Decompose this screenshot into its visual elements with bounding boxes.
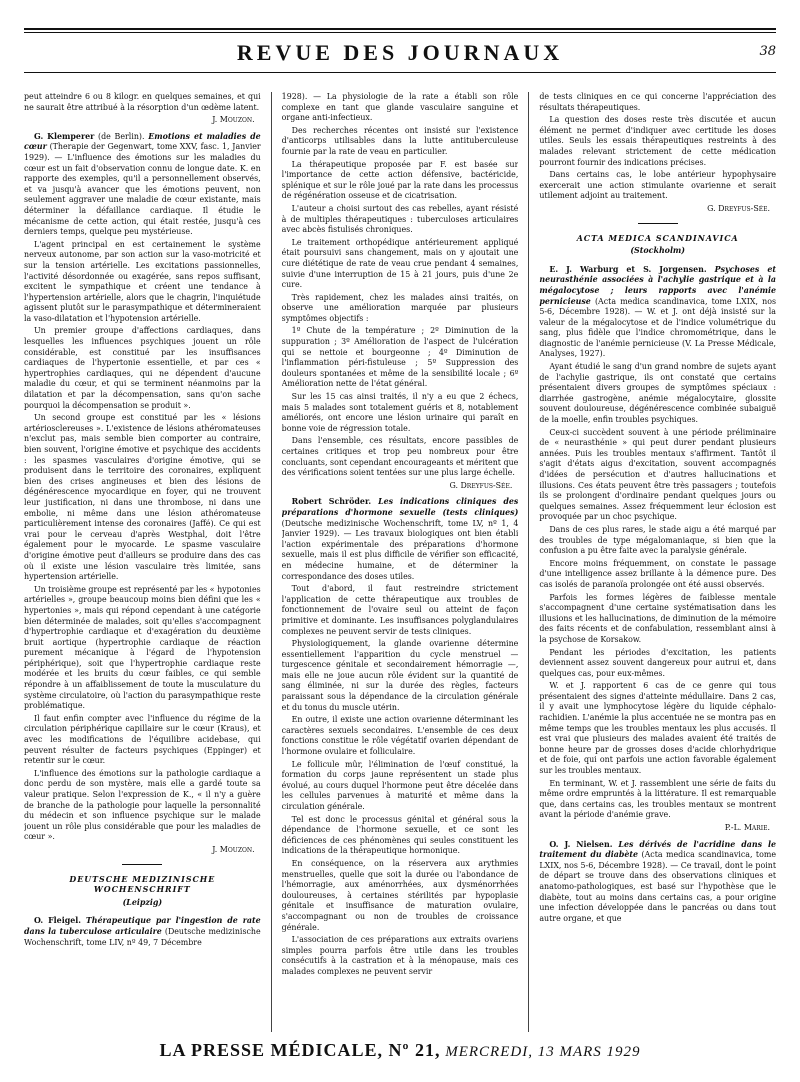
article-title: Les indications cliniques des préparations d'hormone sexuelle (tests cliniques)	[281, 497, 519, 517]
paragraph: Le traitement orthopédique antérieurement appliqué était poursuivi sans changement, mais on y ajoutait une cure diététique de rate de veau crue pendant 4 semaines, suivie d'une interruption de 15 à 21 jours, puis d'une 2e cure.	[281, 237, 519, 290]
header-rule	[24, 28, 776, 30]
article-lead	[539, 840, 776, 925]
paragraph: peut atteindre 6 ou 8 kilogr. en quelques semaines, et qui ne saurait être attribué à la résorption d'un œdème latent.	[24, 92, 261, 112]
paragraph: Des recherches récentes ont insisté sur l'existence d'anticorps utilisables dans la lutte antituberculeuse fournie par la rate de veau en particulier.	[281, 125, 519, 156]
signature: G. Dreyfus-Sée.	[707, 203, 771, 213]
paragraph: de tests cliniques en ce qui concerne l'appréciation des résultats thérapeutiques.	[539, 92, 777, 112]
paragraph: Encore moins fréquemment, on constate le passage d'une intelligence assez brillante à la démence pure. Des cas isolés de paranoïa prolongée ont été aussi observés.	[539, 558, 777, 589]
paragraph: Pendant les périodes d'excitation, les patients deviennent assez souvent dangereux pour autrui et, dans quelques cas, pour eux-mêmes.	[539, 647, 777, 678]
paragraph: Ceux-ci succèdent souvent à une période préliminaire de « neurasthénie » qui peut durer pendant plusieurs années. Puis les troubles mentaux s'affirment. Tantôt il s'agit d'états aigus d'excitation, souvent accompagnés d'idées de persécution et d'autres hallucinations et illusions. Ces états peuvent être très passagers ; toutefois ils se prolongent d'ordinaire pendant quelques jours ou quelques semaines. Assez fréquemment leur éclosion est provoquée par un choc psychique.	[539, 427, 777, 522]
journal-section-title: DEUTSCHE MEDIZINISCHE WOCHENSCHRIFT	[69, 874, 216, 895]
article-author: O. J. Nielsen.	[549, 839, 613, 849]
article-reference: (Deutsche medizinische Wochenschrift, tome LIV, nº 49, 7 Décembre	[24, 926, 261, 947]
article-reference: (Acta medica scandinavica, tome LXIX, nos 5-6, Décembre 1928). — Ce travail, dont le point de départ se trouve dans des observations cliniques et anatomo-pathologiques, est basé sur l'hypothèse que le diabète, tout au moins dans certains cas, a pour origine une infection développée dans le pancréas ou dans tout autre organe, et que	[539, 850, 777, 923]
paragraph: En outre, il existe une action ovarienne déterminant les caractères sexuels secondaires. L'ensemble de ces deux fonctions constitue le rôle végétatif ovarien dépendant de l'hormone ovulaire et folliculaire.	[281, 715, 519, 757]
article-lead	[24, 916, 261, 948]
section-divider	[122, 864, 162, 865]
paragraph: Sur les 15 cas ainsi traités, il n'y a eu que 2 échecs, mais 5 malades sont totalement guéris et 8, notablement améliorés, ont encore une lésion urinaire qui paraît en bonne voie de régression totale.	[281, 392, 519, 433]
article-title: Les dérivés de l'acridine dans le traitement du diabète	[539, 839, 777, 860]
issue-date: MERCREDI, 13 MARS 1929	[440, 1044, 641, 1060]
paragraph: 1º Chute de la température ; 2º Diminution de la suppuration ; 3º Amélioration de l'aspect de l'ulcération qui se nettoie et bourgeonne ; 4º Diminution de l'inflammation péri-fistuleuse ; 5º Suppression des douleurs spontanées et même de la sensibilité locale ; 6º Amélioration nette de l'état général.	[281, 326, 519, 389]
page-number: 38	[759, 44, 776, 59]
paragraph: Parfois les formes légères de faiblesse mentale s'accompagnent d'une certaine systématisation dans les illusions et les hallucinations, de diminution de la mémoire des faits récents et de confabulation, ressemblant ainsi à la psychose de Korsakow.	[539, 592, 777, 644]
paragraph: Un premier groupe d'affections cardiaques, dans lesquelles les influences psychiques jouent un rôle considérable, est constitué par les insuffisances cardiaques de l'hypertonie essentielle, et par ces « hypertrophies cardiaques, qui ne dépendent d'aucune maladie du cœur, et qui se terminent néanmoins par la dilatation et par la décompensation, sans qu'on sache pourquoi la décompensation se produit ».	[24, 326, 261, 410]
paragraph: Tout d'abord, il faut restreindre strictement l'application de cette thérapeutique aux troubles de fonctionnement de l'ovaire seul ou atteint de façon primitive et dominante. Les insuffisances polyglandulaires complexes ne peuvent servir de tests cliniques.	[281, 584, 519, 636]
column-rule	[528, 92, 529, 1032]
article-title: Thérapeutique par l'ingestion de rate dans la tuberculose articulaire	[24, 916, 261, 936]
paragraph: L'agent principal en est certainement le système nerveux autonome, par son action sur la vaso-motricité et sur la tension artérielle. Les excitations passionnelles, l'activité désordonnée ou exagérée, sans repos suffisant, excitent le sympathique et créent une tendance à l'hypertension artérielle, alors que le chagrin, l'inquiétude agissent plutôt sur le parasympathique et détermineraient la vaso-dilatation et l'hypotension artérielle.	[24, 239, 261, 323]
section-divider	[638, 223, 678, 224]
paragraph: La thérapeutique proposée par F. est basée sur l'importance de cette action défensive, bactéricide, splénique et sur le rôle joué par la rate dans les processus de régénération osseuse et de cicatrisation.	[281, 159, 519, 201]
paragraph: Dans l'ensemble, ces résultats, encore passibles de certaines critiques et trop peu nombreux pour être concluants, sont cependant encourageants et méritent que des vérifications soient tentées sur une plus large échelle.	[281, 436, 519, 478]
article-reference: (Deutsche medizinische Wochenschrift, tome LV, nº 1, 4 Janvier 1929). — Les travaux biologiques ont bien établi l'action expérimentale des préparations d'hormone sexuelle, mais il est plus difficile de vérifier son efficacité, en médecine humaine, et de déterminer la correspondance des doses utiles.	[281, 518, 519, 581]
paragraph: La question des doses reste très discutée et aucun élément ne permet d'indiquer avec certitude les doses utiles. Seuls les essais thérapeutiques restreints à des malades relevant strictement de cette médication pourront fournir des indications précises.	[539, 115, 777, 167]
article-title: Emotions et maladies de cœur	[24, 131, 261, 152]
column-1	[24, 92, 261, 1032]
paragraph: Tel est donc le processus génital et général sous la dépendance de l'hormone sexuelle, et ce sont les déficiences de ces phénomènes qui seules constituent les indications de la thérapeutique hormonique.	[281, 814, 519, 856]
article-title: Psychoses et neurasthénie associées à l'achylie gastrique et à la mégalocytose ; leurs rapports avec l'anémie pernicieuse	[539, 264, 777, 306]
signature: G. Dreyfus-Sée.	[449, 480, 513, 490]
article-author: E. J. Warburg et S. Jorgensen.	[549, 264, 707, 274]
column-rule	[271, 92, 272, 1032]
paragraph: En conséquence, on la réservera aux arythmies menstruelles, quelle que soit la durée ou l'abondance de l'hémorragie, aux aménorrhées, aux dysménorrhées douloureuses, à certaines stérilités par hypoplasie génitale et insuffisance de maturation ovulaire, s'accompagnant ou non de troubles de croissance générale.	[281, 858, 519, 932]
paragraph: L'association de ces préparations aux extraits ovariens simples pourra parfois être utile dans les troubles consécutifs à la castration et à la ménopause, mais ces malades complexes ne peuvent servir	[281, 935, 519, 976]
article-author: O. Fleigel.	[34, 916, 81, 926]
journal-section-city: (Leipzig)	[122, 897, 163, 907]
header-rule	[24, 32, 776, 33]
text-columns	[24, 92, 776, 1032]
page-footer	[24, 1040, 776, 1066]
paragraph: Dans certains cas, le lobe antérieur hypophysaire exercerait une action stimulante ovarienne et serait utilement adjoint au traitement.	[539, 170, 777, 201]
paragraph: L'influence des émotions sur la pathologie cardiaque a donc perdu de son mystère, mais elle a gardé toute sa valeur pratique. Selon l'expression de K., « il n'y a guère de branche de la pathologie pour laquelle la personnalité du médecin et son influence psychique sur le malade jouent un rôle plus considérable que pour les maladies de cœur ».	[24, 768, 261, 842]
article-author: G. Klemperer	[34, 131, 95, 141]
header-rule	[24, 72, 776, 73]
journal-section-title: ACTA MEDICA SCANDINAVICA	[576, 233, 739, 243]
paragraph: Dans de ces plus rares, le stade aigu a été marqué par des troubles de type mégalomaniaque, si bien que la confusion a pu être faite avec la paralysie générale.	[539, 524, 777, 556]
column-3	[539, 92, 776, 1032]
paragraph: Physiologiquement, la glande ovarienne détermine essentiellement l'apparition du cycle menstruel — turgescence génitale et secondairement hémorragie —, mais elle ne joue aucun rôle évident sur la quantité de sang éliminée, ni sur la durée des règles, facteurs paraissant sous la dépendance de la circulation générale et du tonus du muscle utérin.	[281, 639, 519, 712]
paragraph: Ayant étudié le sang d'un grand nombre de sujets ayant de l'achylie gastrique, ils ont constaté que certains présentaient divers groupes de symptômes spéciaux : diarrhée gastrogène, anémie mégalocytaire, glossite souvent douloureuse, dégénérescence combinée subaiguë de la moelle, enfin troubles psychiques.	[539, 362, 777, 425]
article-lead	[539, 265, 776, 360]
page-header	[24, 28, 776, 80]
paragraph: L'auteur a choisi surtout des cas rebelles, ayant résisté à de multiples thérapeutiques : tuberculoses articulaires avec abcès fistulisés chroniques.	[281, 203, 519, 235]
column-2	[282, 92, 519, 1032]
journal-name: LA PRESSE MÉDICALE,	[159, 1040, 384, 1060]
paragraph: 1928). — La physiologie de la rate a établi son rôle complexe en tant que glande vasculaire sanguine et organe anti-infectieux.	[281, 92, 519, 123]
signature: P.-L. Marie.	[724, 823, 771, 832]
article-affiliation: (de Berlin).	[94, 131, 149, 141]
article-lead	[24, 132, 261, 238]
running-title: REVUE DES JOURNAUX	[236, 40, 564, 65]
article-author: Robert Schröder.	[291, 497, 372, 507]
paragraph: Un second groupe est constitué par les « lésions artériosclereuses ». L'existence de lésions athéromateuses n'exclut pas, mais semble bien comporter au contraire, bien souvent, l'origine émotive et psychique des accidents : les spasmes vasculaires d'origine émotive, qui se produisent dans le territoire des coronaires, expliquent bien des crises angineuses et bien des lésions de dégénérescence myocardique en foyer, qui ne trouvent leur justification, ni dans une thrombose, ni dans une embolie, ni même dans une lésion athéromateuse particulièrement intense des coronaires (Jaffé). Ce qui est vrai pour le cerveau d'après Westphal, doit l'être également pour le myocarde. Le spasme vasculaire d'origine émotive peut d'ailleurs se produire dans des cas où il existe une lésion vasculaire très limitée, sans hypertension artérielle.	[24, 413, 261, 582]
article-lead	[282, 497, 519, 582]
article-reference: (Therapie der Gegenwart, tome XXV, fasc. 1, Janvier 1929). — L'influence des émotions sur les maladies du cœur est un fait d'observation connu de longue date. K. en rapporte des exemples, qu'il a personnellement observés, et va jusqu'à avancer que les émotions peuvent, non seulement aggraver une maladie de cœur existante, mais déterminer la défaillance cardiaque. Il étudie le mécanisme de cette action, qui était restée, jusqu'à ces derniers temps, quelque peu mystérieuse.	[24, 142, 261, 237]
paragraph: Un troisième groupe est représenté par les « hypotonies artérielles », groupe beaucoup moins bien défini que les « hypertonies », mais qui répond cependant à une catégorie bien déterminée de malades, soit qu'elles s'accompagnent d'hypertrophie cardiaque et d'exagération du deuxième bruit aortique (hypertrophie cardiaque de réaction purement mécanique à l'égard de l'hypotension périphérique), soit que l'hypertrophie cardiaque reste modérée et les bruits du cœur faibles, ce qui semble répondre à un affaiblissement de toute la musculature du système circulatoire, où l'action du parasympathique reste problématique.	[24, 584, 261, 711]
journal-section-city: (Stockholm)	[630, 246, 686, 256]
signature: J. Mouzon.	[212, 844, 255, 854]
paragraph: W. et J. rapportent 6 cas de ce genre qui tous présentaient des signes d'atteinte médullaire. Dans 2 cas, il y avait une lymphocytose légère du liquide céphalo-rachidien. L'anémie la plus accentuée ne se montra pas en même temps que les troubles mentaux les plus accusés. Il est vrai que plusieurs des malades avaient été traités de bonne heure par de grosses doses d'acide chlorhydrique et de foie, qui ont parfois une action favorable également sur les troubles mentaux.	[539, 681, 777, 776]
issue-number: Nº 21,	[383, 1040, 441, 1060]
paragraph: Très rapidement, chez les malades ainsi traités, on observe une amélioration marquée par plusieurs symptômes objectifs :	[281, 292, 519, 323]
paragraph: En terminant, W. et J. rassemblent une série de faits du même ordre empruntés à la littérature. Il est remarquable que, dans certains cas, les troubles mentaux se montrent avant la période d'anémie grave.	[539, 778, 777, 820]
signature: J. Mouzon.	[212, 115, 255, 125]
article-reference: (Acta medica scandinavica, tome LXIX, nos 5-6, Décembre 1928). — W. et J. ont déjà insisté sur la valeur de la mégalocytose et de l'indice volumétrique du sang, plus fidèle que l'indice chromométrique, dans le diagnostic de l'anémie pernicieuse (V. La Presse Médicale, Analyses, 1927).	[539, 296, 777, 359]
paragraph: Le follicule mûr, l'élimination de l'œuf constitué, la formation du corps jaune représentent un stade plus évolué, au cours duquel l'hormone peut être décelée dans les cellules parvenues à maturité et même dans la circulation générale.	[281, 759, 519, 811]
paragraph: Il faut enfin compter avec l'influence du régime de la circulation périphérique capillaire sur le cœur (Kraus), et avec les modifications de l'équilibre acidebase, qui peuvent résulter de facteurs psychiques (Eppinger) et retentir sur le cœur.	[24, 713, 261, 766]
